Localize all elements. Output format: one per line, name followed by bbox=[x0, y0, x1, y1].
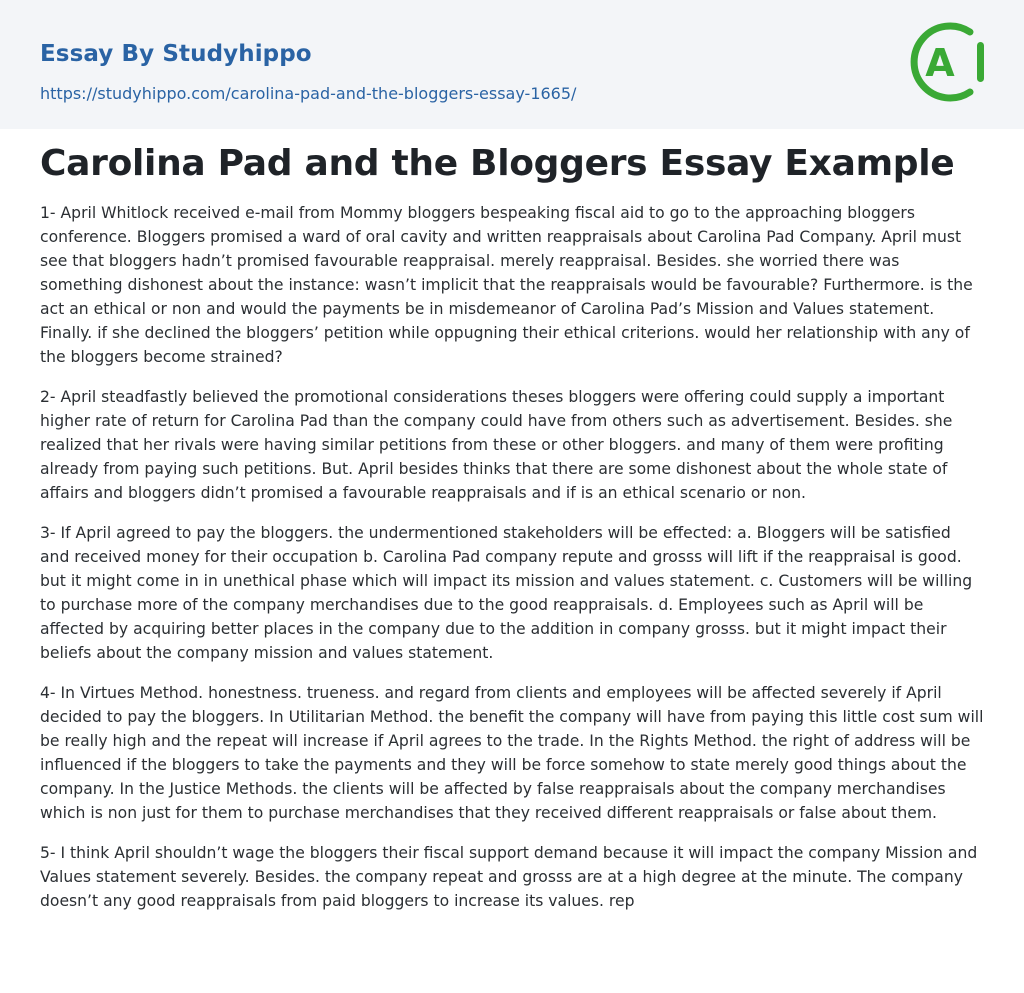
site-brand[interactable]: Essay By Studyhippo bbox=[40, 41, 312, 67]
essay-url-link[interactable]: https://studyhippo.com/carolina-pad-and-the-bloggers-essay-1665/ bbox=[40, 84, 577, 103]
essay-paragraph-5: 5- I think April shouldn’t wage the bloggers their fiscal support demand because it will impact the company Mission and Values statement severely. Besides. the company repeat and grosss are at a high degree at the minute. The company doesn’t any good reappraisals from paid bloggers to increase its values. rep bbox=[40, 844, 978, 910]
essay-paragraph-3: 3- If April agreed to pay the bloggers. the undermentioned stakeholders will be effected: a. Bloggers will be satisfied and received money for their occupation b. Carolina Pad company repute and grosss will lift if the reappraisal is good. but it might come in in unethical phase which will impact its mission and values statement. c. Customers will be willing to purchase more of the company merchandises due to the good reappraisals. d. Employees such as April will be affected by acquiring better places in the company due to the addition in company grosss. but it might impact their beliefs about the company mission and values statement. bbox=[40, 524, 973, 662]
logo-letter: A bbox=[925, 41, 955, 85]
essay-paragraph-4: 4- In Virtues Method. honestness. trueness. and regard from clients and employees will be affected severely if April decided to pay the bloggers. In Utilitarian Method. the benefit the company will have from paying this little cost sum will be really high and the repeat will increase if April agrees to the trade. In the Rights Method. the right of address will be influenced if the bloggers to take the payments and they will be force somehow to state merely good things about the company. In the Justice Methods. the clients will be affected by false reappraisals about the company merchandises which is non just for them to purchase merchandises that they received different reappraisals or false about them. bbox=[40, 684, 984, 822]
page-title: Carolina Pad and the Bloggers Essay Example bbox=[40, 143, 955, 184]
site-header bbox=[0, 0, 1024, 129]
essay-paragraph-1: 1- April Whitlock received e-mail from Mommy bloggers bespeaking fiscal aid to go to the approaching bloggers conference. Bloggers promised a ward of oral cavity and written reappraisals about Carolina Pad Company. April must see that bloggers hadn’t promised favourable reappraisal. merely reappraisal. Besides. she worried there was something dishonest about the instance: wasn’t implicit that the reappraisals would be favourable? Furthermore. is the act an ethical or non and would the payments be in misdemeanor of Carolina Pad’s Mission and Values statement. Finally. if she declined the bloggers’ petition while oppugning their ethical criterions. would her relationship with any of the bloggers become strained? bbox=[40, 204, 973, 366]
essay-paragraph-2: 2- April steadfastly believed the promotional considerations theses bloggers were offering could supply a important higher rate of return for Carolina Pad than the company could have from others such as advertisement. Besides. she realized that her rivals were having similar petitions from these or other bloggers. and many of them were profiting already from paying such petitions. But. April besides thinks that there are some dishonest about the whole state of affairs and bloggers didn’t promised a favourable reappraisals and if is an ethical scenario or non. bbox=[40, 388, 953, 502]
essay-body bbox=[40, 201, 985, 929]
studyhippo-a-logo-icon[interactable] bbox=[910, 18, 988, 106]
